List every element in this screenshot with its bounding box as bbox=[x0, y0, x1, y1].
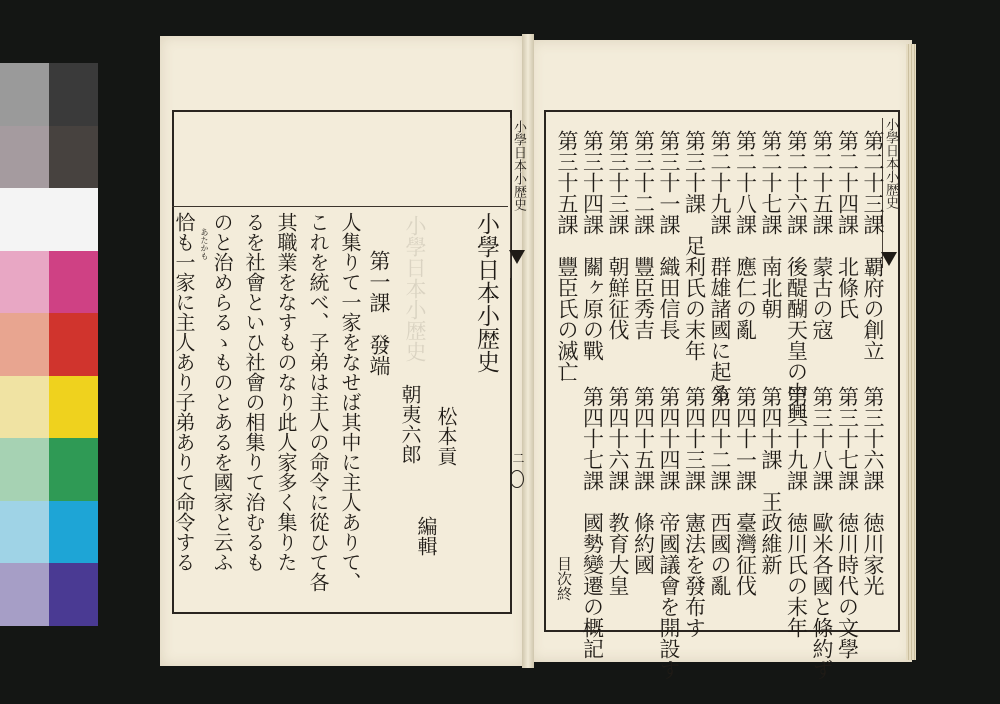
left-page-heading-box bbox=[172, 110, 508, 207]
ruby-annotation: あたかも bbox=[200, 228, 209, 260]
color-swatch bbox=[49, 251, 98, 314]
body-line-3: 其職業をなすものなり此人家多く集りた bbox=[274, 212, 298, 572]
color-swatch bbox=[0, 438, 49, 501]
color-swatch bbox=[49, 438, 98, 501]
toc-lesson-entry: 第三十五課 豐臣氏の滅亡 bbox=[555, 130, 579, 382]
toc-lesson-entry: 第四十三課 憲法を發布す bbox=[682, 386, 707, 638]
toc-lesson-entry: 第三十九課 徳川氏の末年 bbox=[784, 386, 809, 638]
toc-lesson-entry: 第二十五課 蒙古の寇 bbox=[810, 130, 834, 340]
toc-lesson-entry: 第三十六課 徳川家光 bbox=[861, 386, 885, 596]
color-swatch bbox=[0, 563, 49, 626]
toc-lesson-entry: 第四十七課 國勢變遷の概記 bbox=[580, 386, 605, 659]
illustrator-name: 朝夷六郎 bbox=[398, 384, 422, 464]
toc-lesson-entry: 第二十八課 應仁の亂 bbox=[733, 130, 758, 340]
toc-end-mark: 目次終 bbox=[555, 556, 573, 601]
color-swatch bbox=[0, 188, 49, 251]
toc-lesson-entry: 第四十六課 教育大皇 bbox=[606, 386, 630, 596]
color-swatch bbox=[0, 376, 49, 439]
body-line-2: これを統べ、子弟は主人の命令に從ひて各 bbox=[306, 212, 330, 592]
body-line-1: 人集りて一家をなせば其中に主人ありて、 bbox=[338, 212, 362, 592]
toc-lesson-entry: 第三十三課 朝鮮征伐 bbox=[606, 130, 630, 340]
color-swatch bbox=[49, 63, 98, 126]
author-name: 松本貢 bbox=[434, 406, 458, 466]
left-folio-circle bbox=[510, 470, 524, 488]
left-margin-title: 小學日本小歴史 bbox=[511, 120, 526, 211]
left-fold-mark bbox=[509, 250, 525, 264]
color-calibration-strip bbox=[0, 63, 98, 626]
toc-lesson-entry: 第三十八課 歐米各國と條約ず bbox=[810, 386, 834, 680]
color-swatch bbox=[0, 251, 49, 314]
color-swatch bbox=[49, 188, 98, 251]
toc-lesson-entry: 第四十二課 西國の亂 bbox=[708, 386, 732, 596]
toc-lesson-entry: 第四十課 王政維新 bbox=[759, 386, 783, 575]
body-line-5: のと治めらるゝものとあるを國家と云ふ bbox=[210, 212, 234, 572]
color-swatch bbox=[49, 563, 98, 626]
color-swatch bbox=[49, 313, 98, 376]
book-title: 小學日本小歴史 bbox=[473, 212, 499, 373]
color-swatch bbox=[49, 126, 98, 189]
toc-lesson-entry: 第二十三課 覇府の創立 bbox=[861, 130, 885, 361]
toc-lesson-entry: 第二十六課 後醍醐天皇の中興 bbox=[784, 130, 809, 424]
left-show-through: 小學日本小歴史 bbox=[403, 215, 427, 362]
toc-lesson-entry: 第四十五課 條約國 bbox=[631, 386, 656, 575]
color-swatch bbox=[0, 63, 49, 126]
page-edge-stack bbox=[906, 44, 916, 660]
toc-lesson-entry: 第三十四課 關ヶ原の戰 bbox=[580, 130, 605, 361]
toc-lesson-entry: 第二十九課 群雄諸國に起る bbox=[708, 130, 732, 403]
lesson-heading: 第一課 發端 bbox=[367, 250, 391, 376]
toc-lesson-entry: 第三十一課 織田信長 bbox=[657, 130, 681, 340]
color-swatch bbox=[0, 501, 49, 564]
toc-lesson-entry: 第二十四課 北條氏 bbox=[835, 130, 860, 319]
toc-lesson-entry: 第四十一課 臺灣征伐 bbox=[733, 386, 758, 596]
toc-lesson-entry: 第二十七課 南北朝 bbox=[759, 130, 783, 319]
toc-lesson-entry: 第四十四課 帝國議會を開設す bbox=[657, 386, 681, 680]
toc-lesson-entry: 第三十七課 徳川時代の文學 bbox=[835, 386, 860, 659]
color-swatch bbox=[49, 501, 98, 564]
color-swatch bbox=[0, 126, 49, 189]
color-swatch bbox=[49, 376, 98, 439]
toc-lesson-entry: 第三十二課 豐臣秀吉 bbox=[631, 130, 656, 340]
body-line-4: るを社會といひ社會の相集りて治むるも bbox=[242, 212, 266, 572]
left-folio: 二 bbox=[511, 452, 525, 464]
body-line-6: 恰も一家に主人あり子弟ありて命令する bbox=[172, 212, 196, 572]
editor-label: 編輯 bbox=[414, 516, 438, 556]
right-margin-title: 小學日本小歴史 bbox=[883, 118, 898, 209]
color-swatch bbox=[0, 313, 49, 376]
toc-lesson-entry: 第三十課 足利氏の末年 bbox=[682, 130, 707, 361]
